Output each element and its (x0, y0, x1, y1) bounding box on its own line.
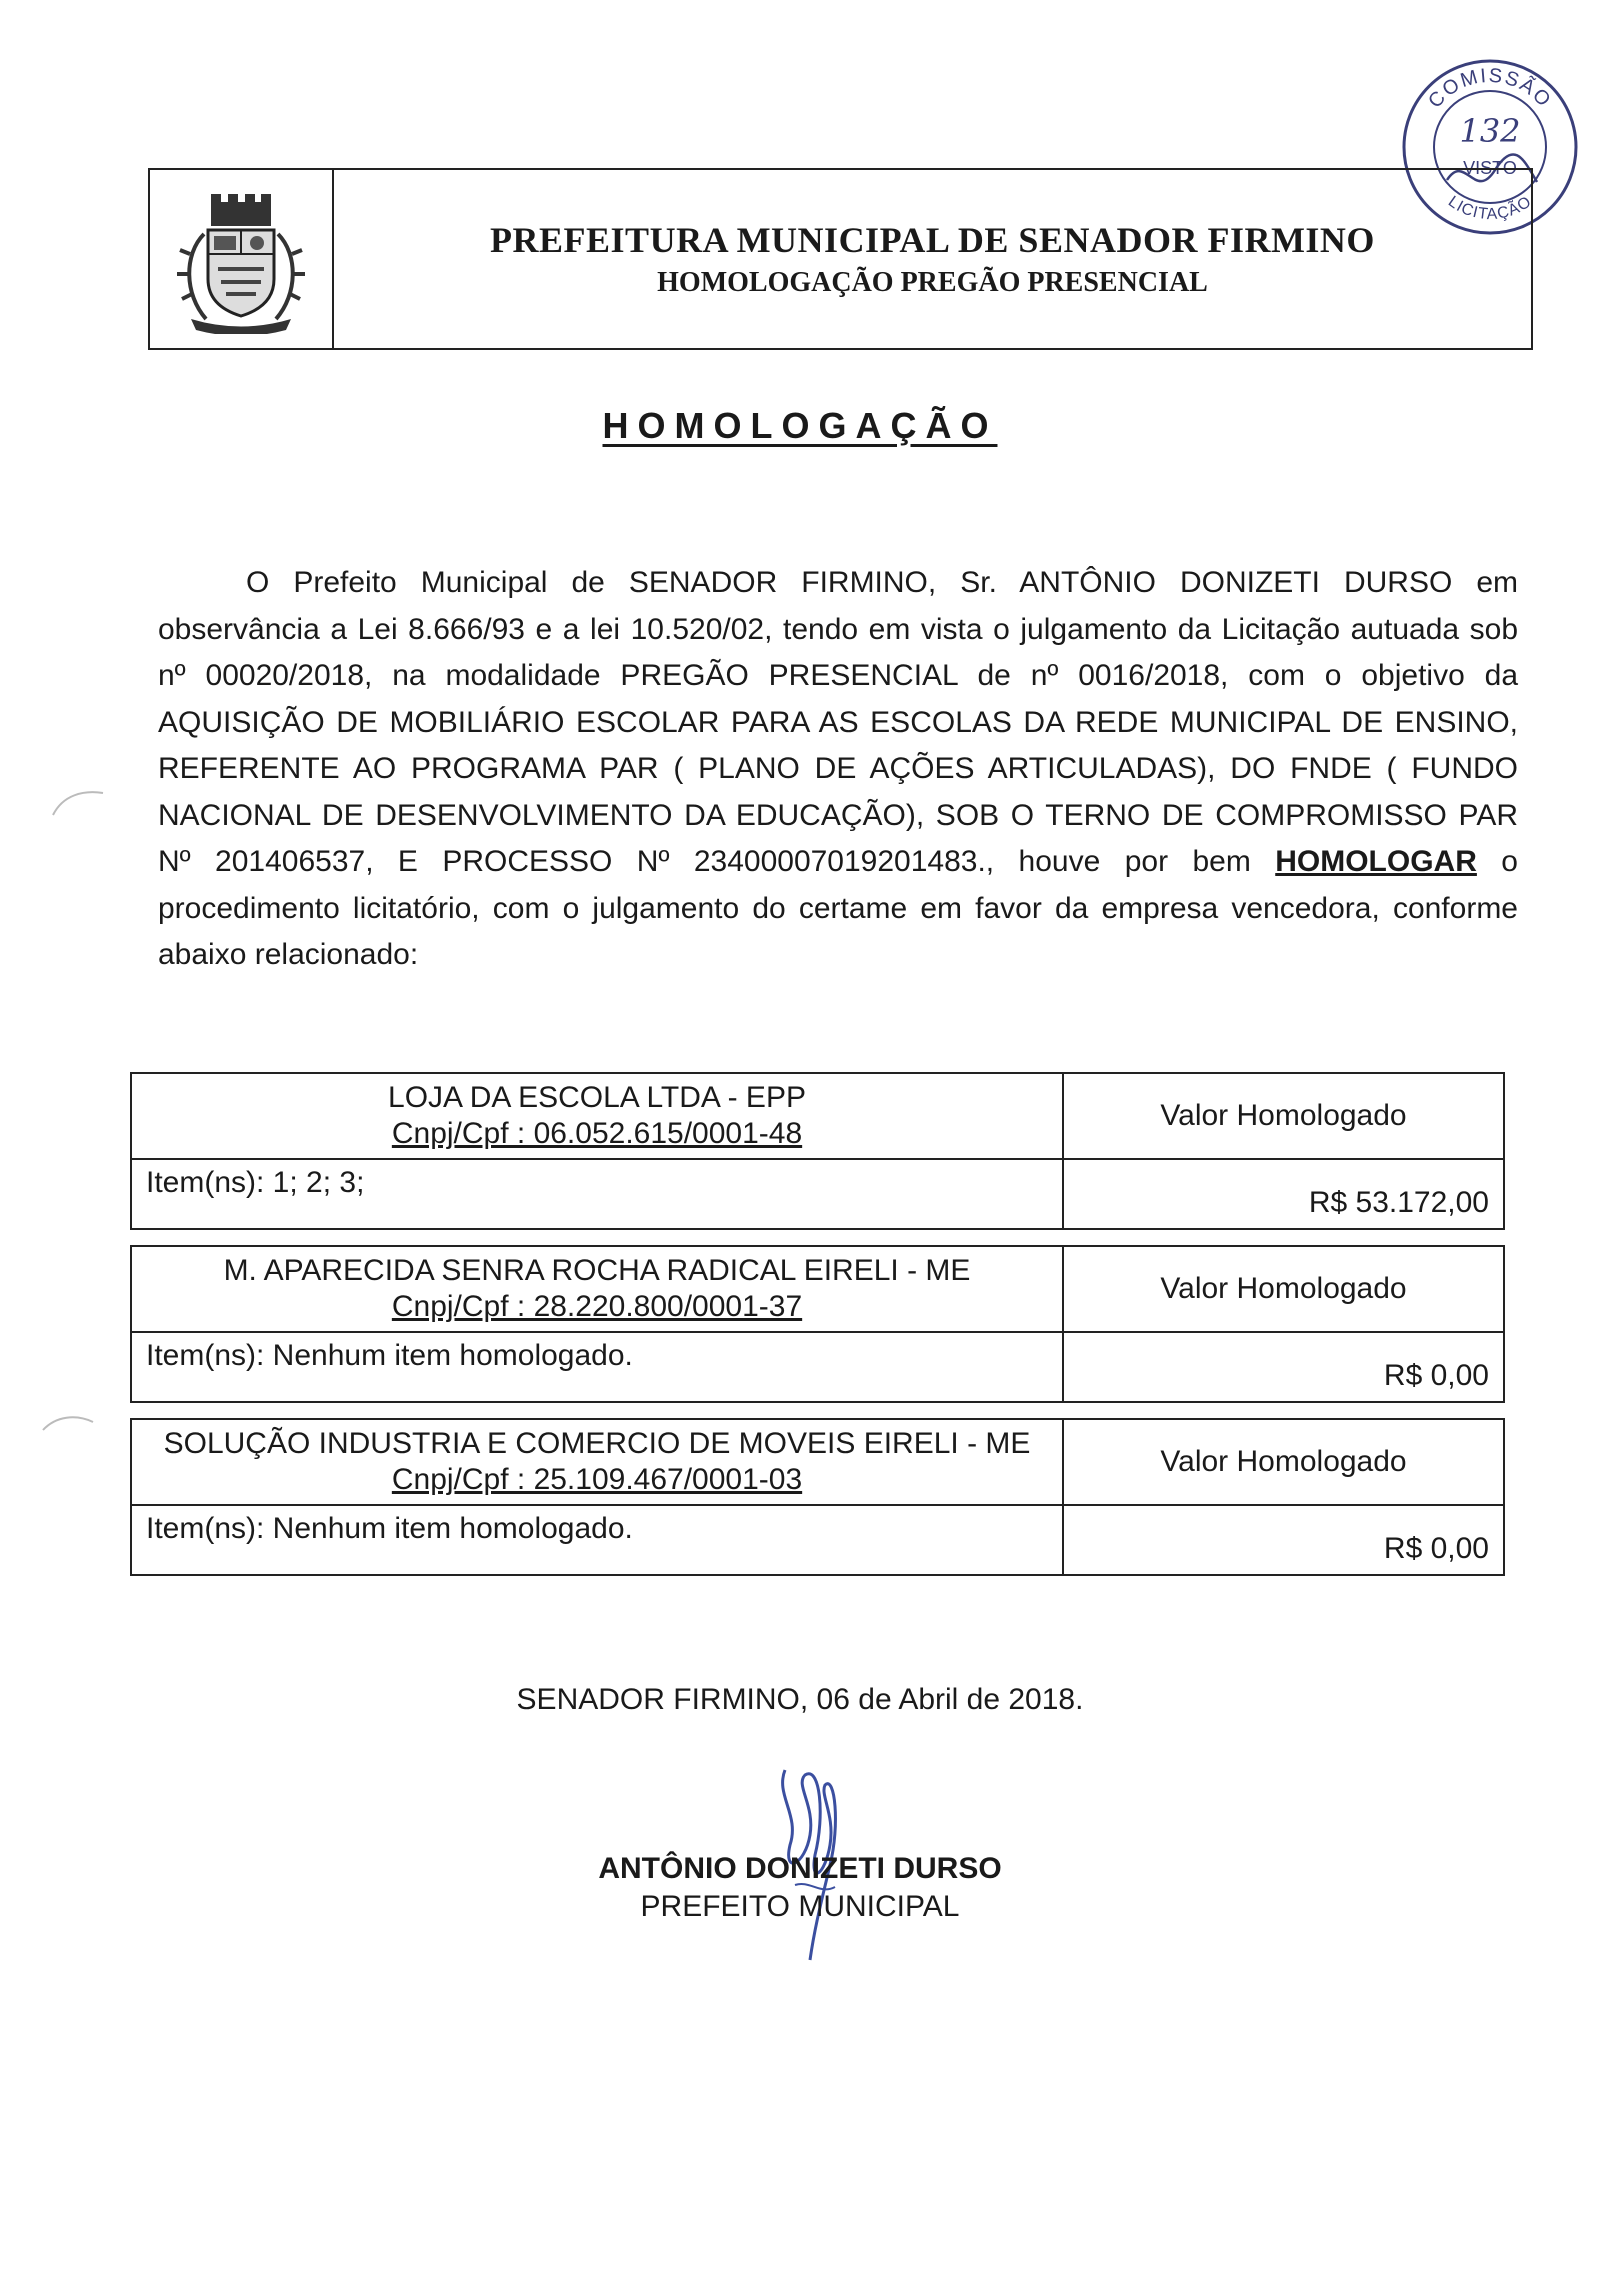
company-name: SOLUÇÃO INDUSTRIA E COMERCIO DE MOVEIS EIRELI - ME (163, 1427, 1031, 1460)
value-label: Valor Homologado (1064, 1247, 1503, 1333)
company-cell (132, 1074, 1064, 1160)
homologated-value: R$ 0,00 (1383, 1532, 1489, 1565)
scan-mark-icon (38, 1410, 98, 1440)
document-type-subtitle: HOMOLOGAÇÃO PREGÃO PRESENCIAL (657, 267, 1208, 298)
stamp-number: 132 (1459, 112, 1521, 150)
municipal-coat-of-arms-icon (166, 184, 316, 334)
signer-name: ANTÔNIO DONIZETI DURSO (598, 1852, 1002, 1885)
scan-mark-icon (48, 785, 108, 825)
stamp-top-text: COMISSÃO (1424, 64, 1556, 113)
items-cell: Item(ns): 1; 2; 3; (132, 1160, 1064, 1228)
municipality-title: PREFEITURA MUNICIPAL DE SENADOR FIRMINO (490, 220, 1375, 260)
items-cell: Item(ns): Nenhum item homologado. (132, 1506, 1064, 1574)
body-text-after: o procedimento licitatório, com o julgamento do certame em favor da empresa vencedora, conforme abaixo relacionado: (158, 845, 1518, 971)
homologated-value: R$ 0,00 (1383, 1359, 1489, 1392)
company-cnpj: Cnpj/Cpf : 06.052.615/0001-48 (391, 1117, 803, 1150)
result-table (130, 1072, 1505, 1230)
signer-role: PREFEITO MUNICIPAL (640, 1890, 960, 1923)
items-cell: Item(ns): Nenhum item homologado. (132, 1333, 1064, 1401)
crest-cell (150, 170, 334, 348)
company-cnpj: Cnpj/Cpf : 28.220.800/0001-37 (391, 1290, 803, 1323)
result-table (130, 1418, 1505, 1576)
company-cell (132, 1247, 1064, 1333)
body-paragraph (158, 560, 1518, 979)
letterhead-text (334, 170, 1531, 348)
result-table (130, 1245, 1505, 1403)
body-text-before: O Prefeito Municipal de SENADOR FIRMINO, Sr. ANTÔNIO DONIZETI DURSO em observância a Lei 8.666/93 e a lei 10.520/02, tendo em vista o julgamento da Licitação autuada sob nº 00020/2018, na modalidade PREGÃO PRESENCIAL de nº 0016/2018, com o objetivo da AQUISIÇÃO DE MOBILIÁRIO ESCOLAR PARA AS ESCOLAS DA REDE MUNICIPAL DE ENSINO, REFERENTE AO PROGRAMA PAR ( PLANO DE AÇÕES ARTICULADAS), DO FNDE ( FUNDO NACIONAL DE DESENVOLVIMENTO DA EDUCAÇÃO), SOB O TERNO DE COMPROMISSO PAR Nº 201406537, E PROCESSO Nº 23400007019201483., houve por bem (158, 566, 1518, 878)
stamp-visto: VISTO (1463, 158, 1517, 178)
letterhead (148, 168, 1536, 350)
stamp-bottom-text: LICITAÇÃO (1444, 193, 1536, 224)
value-label: Valor Homologado (1064, 1074, 1503, 1160)
value-label: Valor Homologado (1064, 1420, 1503, 1506)
company-cell (132, 1420, 1064, 1506)
homologar-emphasis: HOMOLOGAR (1275, 845, 1477, 878)
homologated-value: R$ 53.172,00 (1308, 1186, 1489, 1219)
document-title: HOMOLOGAÇÃO (602, 405, 998, 446)
date-line: SENADOR FIRMINO, 06 de Abril de 2018. (516, 1683, 1084, 1716)
svg-text:COMISSÃO (1424, 65, 1556, 113)
company-name: M. APARECIDA SENRA ROCHA RADICAL EIRELI - ME (223, 1254, 971, 1287)
company-cnpj: Cnpj/Cpf : 25.109.467/0001-03 (391, 1463, 803, 1496)
company-name: LOJA DA ESCOLA LTDA - EPP (388, 1081, 806, 1114)
